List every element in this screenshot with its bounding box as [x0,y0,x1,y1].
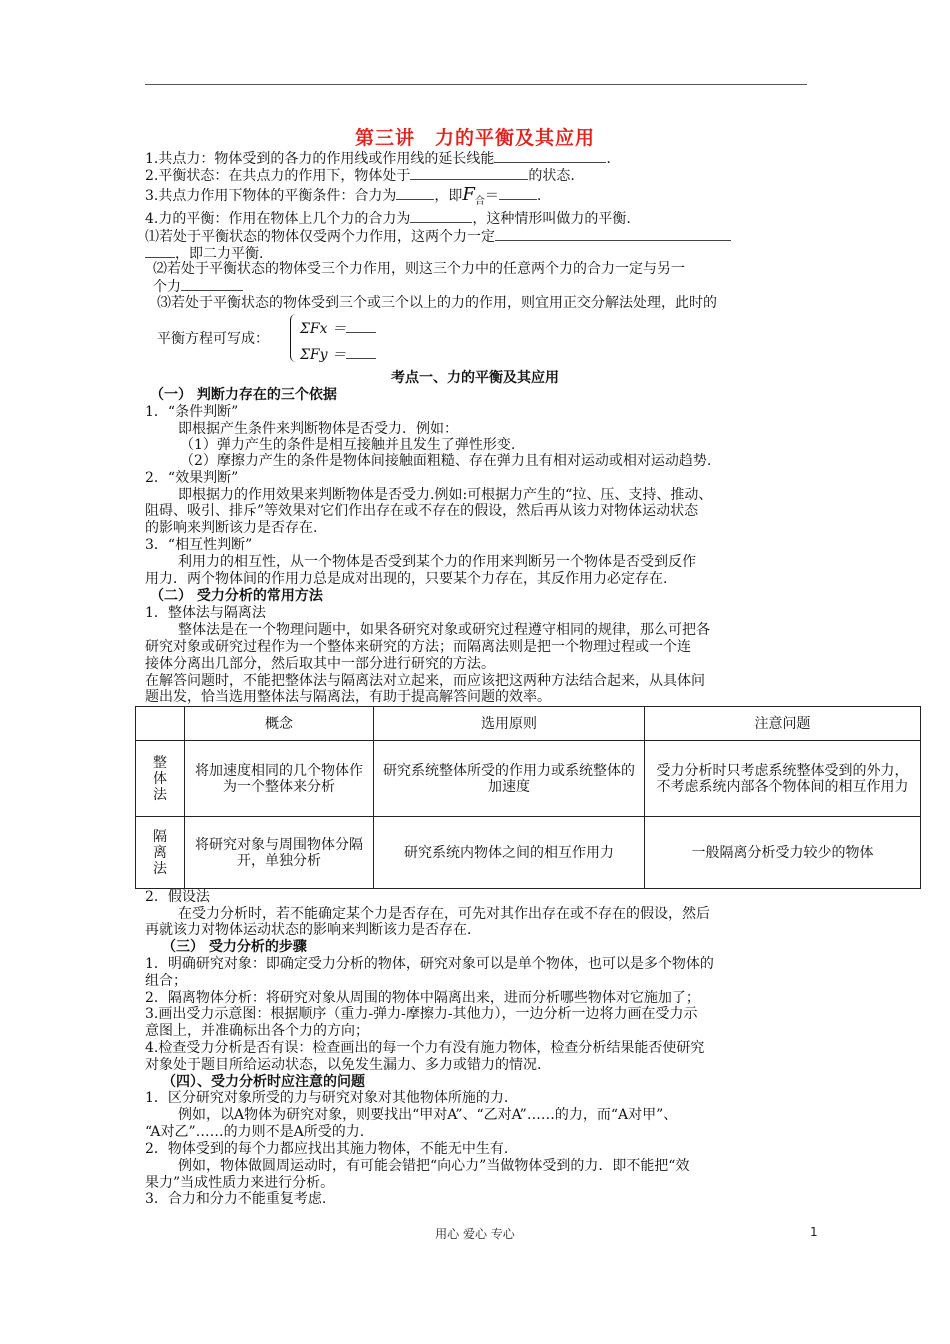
text-line: 阻碍、吸引、排斥”等效果对它们作出存在或不存在的假设，然后再从该力对物体运动状态 [145,503,699,519]
text-line: 3．“相互性判断” [145,537,253,553]
intro-line-2: 2.平衡状态：在共点力的作用下，物体处于 的状态. [145,168,575,184]
text-line: 在受力分析时，若不能确定某个力是否存在，可先对其作出存在或不存在的假设，然后 [178,906,710,922]
table-row [136,741,921,817]
equation-x: ΣFx ＝ [300,318,376,338]
intro-line-5: ⑴若处于平衡状态的物体仅受两个力作用，这两个力一定 [145,227,731,246]
text-line: 1．“条件判断” [145,404,239,420]
text-line: 组合； [145,973,187,989]
text-line: 即根据力的作用效果来判断物体是否受力.例如:可根据力产生的“拉、压、支持、推动、 [178,487,713,503]
text-line: 3．合力和分力不能重复考虑. [145,1191,327,1207]
text-line: 例如，以A物体为研究对象，则要找出“甲对A”、“乙对A”……的力，而“A对甲”、 [178,1107,678,1123]
text-line: 3.画出受力示意图：根据顺序（重力-弹力-摩擦力-其他力），一边分析一边将力画在受力示 [145,1006,698,1022]
text-line: 果力”当成性质力来进行分析。 [145,1175,335,1191]
table-header-cell [136,707,185,741]
table-cell-concept: 将研究对象与周围物体分隔开，单独分析 [185,817,374,889]
heading-1: （一） 判断力存在的三个依据 [150,387,337,403]
text-line: 用力．两个物体间的作用力总是成对出现的，只要某个力存在，其反作用力必定存在. [145,571,668,587]
table-cell-note: 受力分析时只考虑系统整体受到的外力，不考虑系统内部各个物体间的相互作用力 [645,741,921,817]
text-line: 1．区分研究对象所受的力与研究对象对其他物体所施的力. [145,1090,509,1106]
text-line: 即根据产生条件来判断物体是否受力．例如： [178,421,458,437]
table-row-name: 整 体 法 [136,741,185,817]
intro-line-9: ⑶若处于平衡状态的物体受到三个或三个以上的力的作用，则宜用正交分解法处理，此时的 [157,295,717,311]
intro-line-4: 4.力的平衡：作用在物体上几个力的合力为 ，这种情形叫做力的平衡. [145,211,631,227]
table-cell-note: 一般隔离分析受力较少的物体 [645,817,921,889]
text-line: 例如，物体做圆周运动时，有可能会错把“向心力”当做物体受到的力．即不能把“效 [178,1158,690,1174]
header-rule [145,84,807,85]
table-row-name: 隔 离 法 [136,817,185,889]
text-line: 整体法是在一个物理问题中，如果各研究对象或研究过程遵守相同的规律，那么可把各 [178,622,710,638]
text-line: 接体分离出几部分，然后取其中一部分进行研究的方法。 [145,656,495,672]
page-number: 1 [810,1225,818,1239]
text-line: 4.检查受力分析是否有误：检查画出的每一个力有没有施力物体，检查分析结果能否使研究 [145,1040,705,1056]
equation-brace [290,314,299,362]
table-cell-concept: 将加速度相同的几个物体作为一个整体来分析 [185,741,374,817]
intro-line-1: 1.共点力：物体受到的各力的作用线或作用线的延长线能 . [145,151,611,167]
table-header-row [136,707,921,741]
text-line: 在解答问题时，不能把整体法与隔离法对立起来，而应该把这两种方法结合起来，从具体问 [145,673,705,689]
table-cell-principle: 研究系统整体所受的作用力或系统整体的加速度 [374,741,645,817]
text-line: 2．隔离物体分析：将研究对象从周围的物体中隔离出来，进而分析哪些物体对它施加了； [145,990,700,1006]
text-line: 1．整体法与隔离法 [145,605,266,621]
text-line: 的影响来判断该力是否存在. [145,520,318,536]
text-line: 2．假设法 [145,889,210,905]
table-header-cell: 概念 [185,707,374,741]
table-cell-principle: 研究系统内物体之间的相互作用力 [374,817,645,889]
intro-line-7: ⑵若处于平衡状态的物体受三个力作用，则这三个力中的任意两个力的合力一定与另一 [153,261,685,277]
page-title: 第三讲 力的平衡及其应用 [354,127,595,149]
text-line: 2．物体受到的每个力都应找出其施力物体，不能无中生有. [145,1141,509,1157]
text-line: 对象处于题目所给运动状态，以免发生漏力、多力或错力的情况. [145,1057,542,1073]
footer-text: 用心 爱心 专心 [435,1227,515,1241]
text-line: 意图上，并准确标出各个力的方向； [145,1023,369,1039]
intro-line-3: 3.共点力作用下物体的平衡条件：合力为 ，即$F_合=$ . [145,184,542,207]
text-line: 题出发，恰当选用整体法与隔离法，有助于提高解答问题的效率。 [145,689,551,705]
equation-y: ΣFy ＝ [300,344,376,364]
heading-3: （三） 受力分析的步骤 [162,939,307,955]
methods-table [135,706,921,889]
table-header-cell: 选用原则 [374,707,645,741]
heading-4: （四）、受力分析时应注意的问题 [162,1074,365,1090]
text-line: 研究对象或研究过程作为一个整体来研究的方法；而隔离法则是把一个物理过程或一个连 [145,639,691,655]
text-line: （1）弹力产生的条件是相互接触并且发生了弹性形变. [180,437,516,453]
text-line: （2）摩擦力产生的条件是物体间接触面粗糙、存在弹力且有相对运动或相对运动趋势. [180,453,712,469]
text-line: “A对乙”……的力则不是A所受的力. [145,1124,365,1140]
intro-line-6: ，即二力平衡. [145,244,263,263]
section-title: 考点一、力的平衡及其应用 [391,370,559,386]
table-header-cell: 注意问题 [645,707,921,741]
intro-line-10: 平衡方程可写成： [157,331,269,347]
table-row [136,817,921,889]
text-line: 2．“效果判断” [145,470,239,486]
text-line: 1．明确研究对象：即确定受力分析的物体，研究对象可以是单个物体，也可以是多个物体的 [145,956,714,972]
heading-2: （二） 受力分析的常用方法 [150,588,323,604]
text-line: 再就该力对物体运动状态的影响来判断该力是否存在. [145,922,472,938]
intro-line-8: 个力 [153,277,243,296]
text-line: 利用力的相互性，从一个物体是否受到某个力的作用来判断另一个物体是否受到反作 [178,554,696,570]
